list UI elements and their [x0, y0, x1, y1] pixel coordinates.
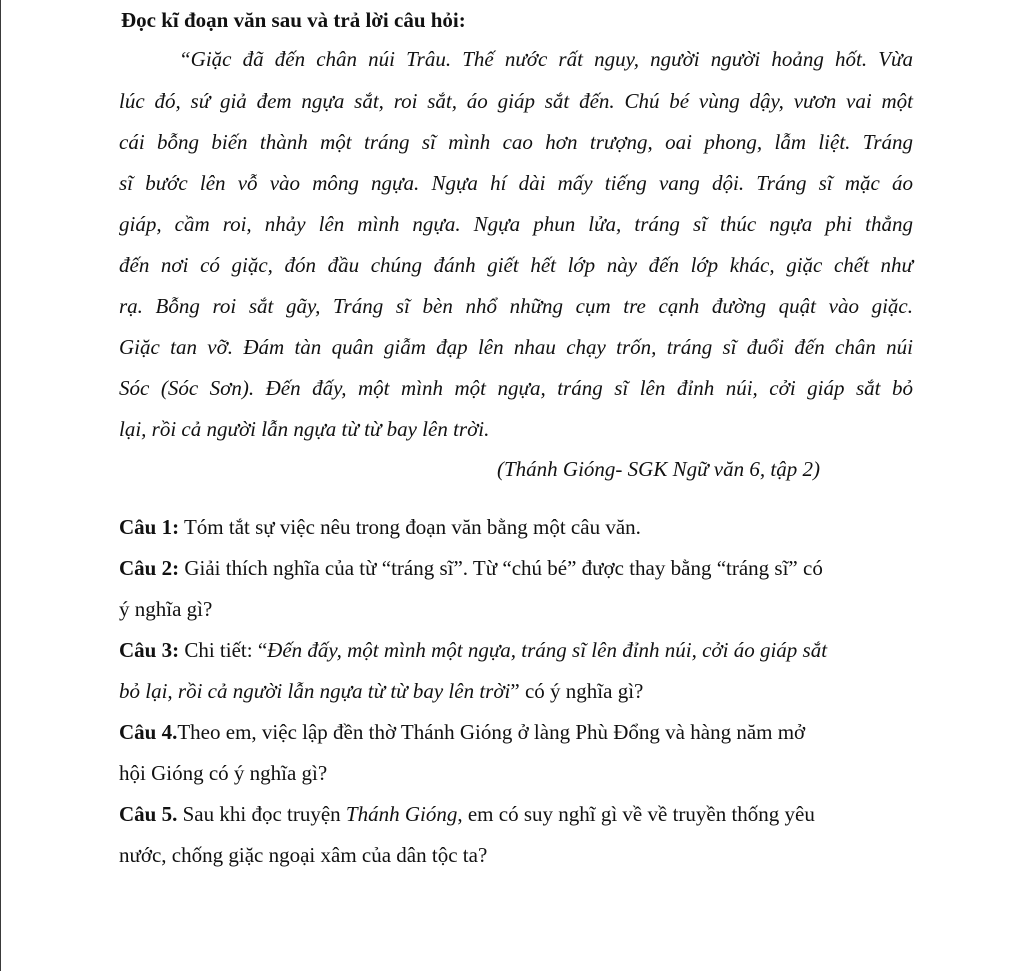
question-5-continued: nước, chống giặc ngoại xâm của dân tộc ta? — [119, 843, 488, 867]
passage-line: lại, rồi cả người lẫn ngựa từ từ bay lên trời. — [119, 417, 490, 441]
passage-line: Giặc tan vỡ. Đám tàn quân giẫm đạp lên nhau chạy trốn, tráng sĩ đuổi đến chân núi — [119, 335, 913, 359]
question-text: Theo em, việc lập đền thờ Thánh Gióng ở làng Phù Đổng và hàng năm mở — [177, 720, 806, 744]
question-2 — [119, 556, 823, 581]
question-3 — [119, 638, 827, 663]
story-title: Thánh Gióng — [345, 802, 458, 826]
question-label: Câu 4. — [119, 720, 178, 744]
question-4-continued: hội Gióng có ý nghĩa gì? — [119, 761, 328, 785]
quoted-detail: bỏ lại, rồi cả người lẫn ngựa từ từ bay lên trời — [119, 679, 511, 703]
question-label: Câu 3: — [119, 638, 180, 662]
passage-line: Sóc (Sóc Sơn). Đến đấy, một mình một ngựa, tráng sĩ lên đỉnh núi, cởi giáp sắt bỏ — [119, 376, 913, 400]
passage-line: giáp, cầm roi, nhảy lên mình ngựa. Ngựa phun lửa, tráng sĩ thúc ngựa phi thẳng — [119, 212, 913, 236]
question-text: ” có ý nghĩa gì? — [510, 679, 644, 703]
passage-line: lúc đó, sứ giả đem ngựa sắt, roi sắt, áo giáp sắt đến. Chú bé vùng dậy, vươn vai một — [119, 89, 913, 113]
question-label: Câu 1: — [119, 515, 180, 539]
passage-line: cái bỗng biến thành một tráng sĩ mình cao hơn trượng, oai phong, lẫm liệt. Tráng — [119, 130, 913, 154]
passage-line: sĩ bước lên vỗ vào mông ngựa. Ngựa hí dài mấy tiếng vang dội. Tráng sĩ mặc áo — [119, 171, 913, 195]
question-label: Câu 5. — [119, 802, 178, 826]
question-2-continued: ý nghĩa gì? — [119, 597, 213, 621]
question-label: Câu 2: — [119, 556, 180, 580]
question-5 — [119, 802, 815, 827]
question-3-continued — [119, 679, 643, 704]
question-text: , em có suy nghĩ gì về về truyền thống yêu — [457, 802, 815, 826]
question-text: Tóm tắt sự việc nêu trong đoạn văn bằng một câu văn. — [179, 515, 641, 539]
question-text: Chi tiết: “ — [179, 638, 268, 662]
passage-line: “Giặc đã đến chân núi Trâu. Thế nước rất nguy, người người hoảng hốt. Vừa — [179, 47, 913, 71]
question-text: Sau khi đọc truyện — [177, 802, 346, 826]
question-text: Giải thích nghĩa của từ “tráng sĩ”. Từ “chú bé” được thay bằng “tráng sĩ” có — [179, 556, 823, 580]
question-4 — [119, 720, 805, 745]
passage-line: đến nơi có giặc, đón đầu chúng đánh giết hết lớp này đến lớp khác, giặc chết như — [119, 253, 913, 277]
passage-line: rạ. Bỗng roi sắt gãy, Tráng sĩ bèn nhổ những cụm tre cạnh đường quật vào giặc. — [119, 294, 913, 318]
instruction-heading: Đọc kĩ đoạn văn sau và trả lời câu hỏi: — [121, 8, 466, 32]
quoted-detail: Đến đấy, một mình một ngựa, tráng sĩ lên đỉnh núi, cởi áo giáp sắt — [267, 638, 828, 662]
passage-source: (Thánh Gióng- SGK Ngữ văn 6, tập 2) — [497, 457, 820, 481]
question-1 — [119, 515, 641, 540]
